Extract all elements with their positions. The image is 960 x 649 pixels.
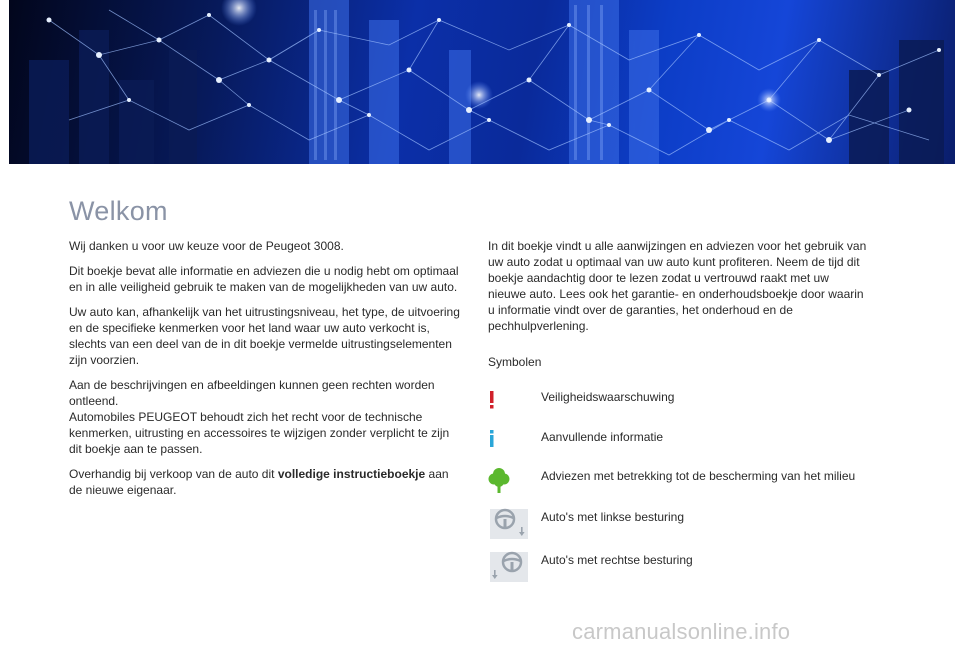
symbol-row-lhd (488, 505, 908, 541)
intro-right-column (488, 238, 868, 343)
symbol-row-warning (488, 385, 908, 421)
disclaimer-paragraph (69, 377, 461, 457)
symbol-row-environment (488, 464, 908, 500)
left-hand-drive-icon (488, 505, 528, 541)
intro-left-column (69, 238, 461, 507)
symbol-label: Aanvullende informatie (541, 430, 664, 444)
equipment-paragraph: Uw auto kan, afhankelijk van het uitrustingsniveau, het type, de uitvoering en de specifieke kenmerken voor het land waar uw auto verkocht is, slechts van een deel van de in dit boekje vermelde uitrustingselementen zijn voorzien. (69, 305, 460, 367)
symbol-row-rhd (488, 548, 908, 584)
header-banner-image (9, 0, 955, 164)
warning-exclamation-icon (488, 385, 528, 421)
symbol-label: Adviezen met betrekking tot de bescherming van het milieu (541, 469, 856, 483)
handover-text: Overhandig bij verkoop van de auto dit (69, 467, 278, 481)
thanks-paragraph: Wij danken u voor uw keuze voor de Peugeot 3008. (69, 239, 344, 253)
handover-text-end: aan de nieuwe eigenaar. (69, 467, 449, 497)
page-title: Welkom (69, 196, 168, 226)
watermark: carmanualsonline.info (572, 619, 791, 644)
symbol-row-info (488, 425, 908, 461)
handover-paragraph (69, 466, 461, 498)
info-icon (488, 425, 528, 461)
right-hand-drive-icon (488, 548, 528, 584)
symbols-heading: Symbolen (488, 355, 542, 369)
handover-bold: volledige instructieboekje (277, 467, 426, 481)
network-city-illustration (9, 0, 955, 164)
symbol-label: Auto's met linkse besturing (541, 510, 685, 524)
symbol-label: Auto's met rechtse besturing (541, 553, 693, 567)
usage-paragraph: In dit boekje vindt u alle aanwijzingen en adviezen voor het gebruik van uw auto zodat u optimaal van uw auto kunt profiteren. Neem de tijd dit boekje aandachtig door te lezen zodat u vertrouwd raakt met uw nieuwe auto. Lees ook het garantie- en onderhoudsboekje door waarin u informatie vindt over de garanties, het onderhoud en de pechhulpverlening. (488, 239, 867, 333)
symbol-label: Veiligheidswaarschuwing (541, 390, 675, 404)
disclaimer-line: Aan de beschrijvingen en afbeeldingen kunnen geen rechten worden ontleend. (69, 378, 435, 408)
content-paragraph: Dit boekje bevat alle informatie en adviezen die u nodig hebt om optimaal en in alle veiligheid gebruik te maken van de mogelijkheden van uw auto. (69, 264, 459, 294)
rights-line: Automobiles PEUGEOT behoudt zich het recht voor de technische kenmerken, uitrusting en accessoires te wijzigen zonder verplicht te zijn dit boekje aan te passen. (69, 410, 450, 456)
tree-icon (488, 464, 528, 500)
